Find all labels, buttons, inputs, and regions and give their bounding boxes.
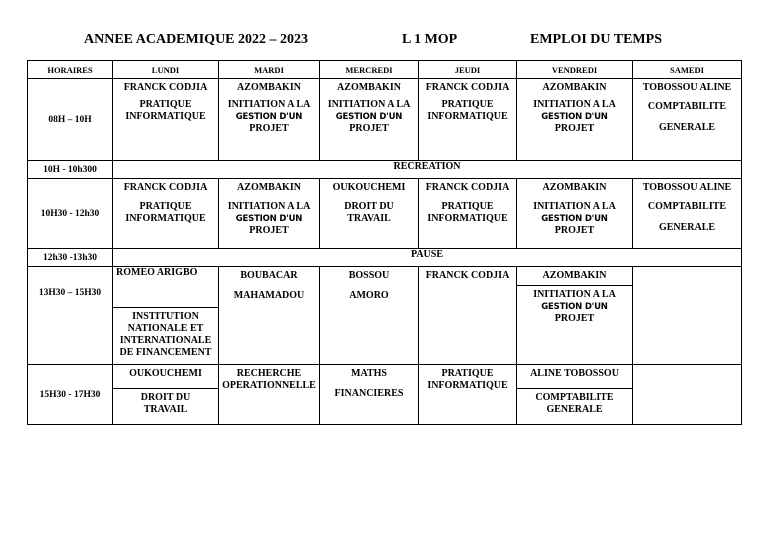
cell-lundi: [113, 79, 219, 161]
course: PRATIQUE INFORMATIQUE: [427, 201, 508, 224]
course-line: PROJET: [349, 123, 389, 134]
course-line: MATHS: [351, 368, 387, 379]
class-label: L 1 MOP: [402, 32, 458, 47]
cell-samedi: [633, 79, 742, 161]
teacher: FRANCK CODJIA: [425, 270, 510, 281]
page-header: [0, 32, 768, 52]
teacher: AZOMBAKIN: [542, 182, 607, 193]
time-slot: 08H – 10H: [28, 79, 113, 161]
cell-samedi: [633, 267, 742, 365]
table-row: [28, 267, 742, 365]
course-line: GENERALE: [658, 222, 716, 233]
cell-vendredi: [517, 267, 633, 365]
teacher: TOBOSSOU ALINE: [642, 182, 732, 193]
page-title: EMPLOI DU TEMPS: [530, 32, 662, 47]
col-mercredi: MERCREDI: [320, 61, 419, 79]
teacher: AZOMBAKIN: [517, 267, 632, 286]
break-label: RECREATION: [113, 161, 742, 179]
break-row: [28, 161, 742, 179]
time-slot: 13H30 – 15H30: [28, 267, 113, 365]
teacher: FRANCK CODJIA: [123, 82, 208, 93]
academic-year: ANNEE ACADEMIQUE 2022 – 2023: [84, 32, 309, 47]
course: DROIT DU TRAVAIL: [140, 392, 191, 415]
cell-mardi: [219, 179, 320, 249]
course-line: GESTION D'UN: [541, 214, 608, 224]
table-row: [28, 79, 742, 161]
course-line: GESTION D'UN: [235, 112, 303, 122]
teacher: OUKOUCHEMI: [332, 182, 406, 193]
teacher: ALINE TOBOSSOU: [517, 365, 632, 389]
course-line: INITIATION A LA: [327, 99, 411, 110]
course-line: GESTION D'UN: [541, 112, 608, 122]
time-slot: 10H - 10h300: [28, 161, 113, 179]
cell-vendredi: [517, 179, 633, 249]
course-line: PROJET: [554, 123, 595, 134]
cell-mercredi: [320, 79, 419, 161]
teacher: BOUBACAR: [240, 270, 298, 281]
course-line: COMPTABILITE: [647, 101, 727, 112]
course-line: INITIATION A LA: [227, 99, 311, 110]
course-line: INITIATION A LA: [533, 99, 616, 110]
course: PRATIQUE INFORMATIQUE: [427, 368, 508, 391]
cell-mardi: [219, 365, 320, 425]
cell-jeudi: [419, 267, 517, 365]
time-slot: 15H30 - 17H30: [28, 365, 113, 425]
col-samedi: SAMEDI: [633, 61, 742, 79]
teacher: FRANCK CODJIA: [123, 182, 208, 193]
course-line: PROJET: [249, 123, 289, 134]
col-jeudi: JEUDI: [419, 61, 517, 79]
break-label: PAUSE: [113, 249, 742, 267]
cell-lundi: [113, 179, 219, 249]
col-horaires: HORAIRES: [28, 61, 113, 79]
course-line: GESTION D'UN: [235, 214, 303, 224]
teacher: FRANCK CODJIA: [425, 82, 510, 93]
course-line: PROJET: [554, 313, 595, 324]
course-line: COMPTABILITE: [535, 392, 614, 403]
course: PRATIQUE INFORMATIQUE: [125, 99, 206, 122]
teacher: AZOMBAKIN: [337, 82, 401, 93]
cell-jeudi: [419, 179, 517, 249]
cell-lundi: [113, 267, 219, 365]
cell-mardi: [219, 267, 320, 365]
course-line: COMPTABILITE: [647, 201, 727, 212]
cell-jeudi: [419, 79, 517, 161]
course-line: INITIATION A LA: [227, 201, 311, 212]
course: INSTITUTION NATIONALE ET INTERNATIONALE DE FINANCEMENT: [119, 311, 212, 358]
course: PRATIQUE INFORMATIQUE: [427, 99, 508, 122]
course-line: GESTION D'UN: [335, 112, 403, 122]
teacher: AZOMBAKIN: [237, 182, 301, 193]
course-line: INITIATION A LA: [533, 289, 616, 300]
cell-mercredi: [320, 365, 419, 425]
cell-mardi: [219, 79, 320, 161]
table-row: [28, 365, 742, 425]
cell-samedi: [633, 365, 742, 425]
cell-jeudi: [419, 365, 517, 425]
course-line: PROJET: [554, 225, 595, 236]
col-mardi: MARDI: [219, 61, 320, 79]
teacher: BOSSOU: [348, 270, 390, 281]
teacher: AZOMBAKIN: [237, 82, 301, 93]
teacher: AZOMBAKIN: [542, 82, 607, 93]
teacher: OUKOUCHEMI: [113, 365, 218, 389]
teacher: MAHAMADOU: [233, 290, 305, 301]
teacher: FRANCK CODJIA: [425, 182, 510, 193]
col-vendredi: VENDREDI: [517, 61, 633, 79]
cell-vendredi: [517, 79, 633, 161]
course: PRATIQUE INFORMATIQUE: [125, 201, 206, 224]
teacher: TOBOSSOU ALINE: [642, 82, 732, 93]
cell-mercredi: [320, 267, 419, 365]
cell-samedi: [633, 179, 742, 249]
course-line: PROJET: [249, 225, 289, 236]
course-line: GESTION D'UN: [541, 302, 608, 312]
table-row: [28, 179, 742, 249]
time-slot: 10H30 - 12h30: [28, 179, 113, 249]
teacher: AMORO: [349, 290, 389, 301]
header-row: [28, 61, 742, 79]
course: RECHERCHE OPERATIONNELLE: [222, 368, 316, 391]
timetable: [27, 60, 742, 425]
break-row: [28, 249, 742, 267]
time-slot: 12h30 -13h30: [28, 249, 113, 267]
cell-lundi: [113, 365, 219, 425]
col-lundi: LUNDI: [113, 61, 219, 79]
teacher: ROMEO ARIGBO: [113, 267, 218, 308]
course-line: INITIATION A LA: [533, 201, 616, 212]
course-line: GENERALE: [546, 404, 603, 415]
cell-mercredi: [320, 179, 419, 249]
cell-vendredi: [517, 365, 633, 425]
course-line: GENERALE: [658, 122, 716, 133]
course: DROIT DU TRAVAIL: [344, 201, 394, 224]
course-line: FINANCIERES: [334, 388, 404, 399]
